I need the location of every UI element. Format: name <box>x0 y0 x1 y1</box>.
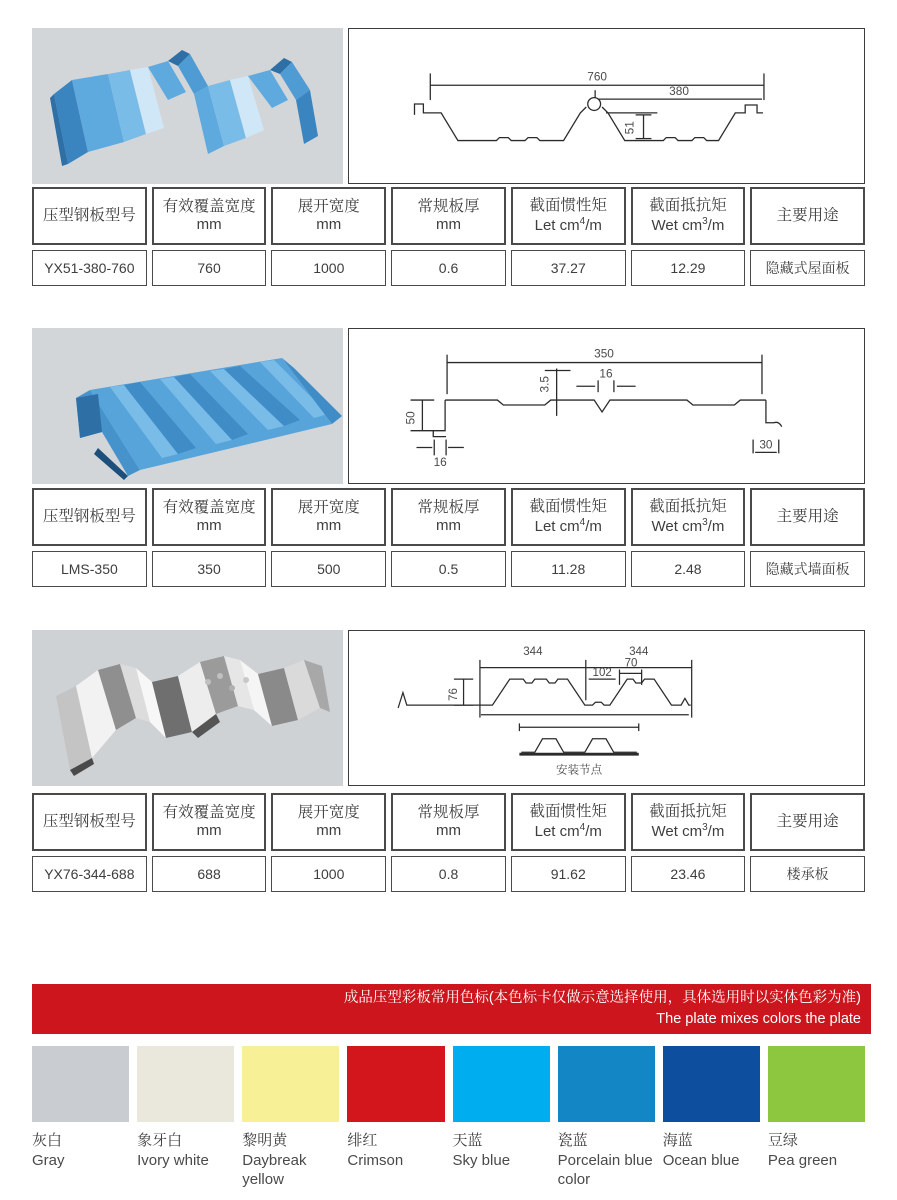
header-thickness: 常规板厚 mm <box>391 488 506 546</box>
dim-depth: 3.5 <box>537 376 552 393</box>
header-usage: 主要用途 <box>750 793 865 851</box>
cell-unfolded: 1000 <box>271 856 386 892</box>
header-inertia: 截面惯性矩 Let $cm^4/m$ <box>511 793 626 851</box>
header-coverage: 有效覆盖宽度 mm <box>152 793 267 851</box>
header-unfolded: 展开宽度 mm <box>271 187 386 245</box>
dim-overall-width: 760 <box>587 69 607 84</box>
dim-height: 50 <box>403 411 418 425</box>
spec-table-yx76 <box>32 793 865 892</box>
cell-thickness: 0.5 <box>391 551 506 587</box>
swatch-ocean-blue <box>663 1046 760 1190</box>
swatch-daybreak-yellow <box>242 1046 339 1190</box>
header-inertia: 截面惯性矩 Let $cm^4/m$ <box>511 187 626 245</box>
cell-inertia: 91.62 <box>511 856 626 892</box>
cell-usage: 隐藏式墙面板 <box>750 551 865 587</box>
cell-usage: 楼承板 <box>750 856 865 892</box>
dim-foot-right: 30 <box>759 437 773 452</box>
profile-drawing-yx76 <box>348 630 865 786</box>
cell-unfolded: 500 <box>271 551 386 587</box>
dim-overall-width: 350 <box>594 346 614 361</box>
swatch-label-cn: 象牙白 <box>137 1132 183 1149</box>
dim-pitch-left: 344 <box>523 646 543 659</box>
cell-inertia: 37.27 <box>511 250 626 286</box>
dim-height: 76 <box>447 688 460 701</box>
header-resistance: 截面抵抗矩 Wet $cm^3/m$ <box>631 187 746 245</box>
swatch-label-cn: 瓷蓝 <box>557 1132 588 1149</box>
swatch-label-en: Porcelain blue color <box>557 1151 653 1188</box>
header-unfolded: 展开宽度 mm <box>271 793 386 851</box>
swatch-color <box>32 1046 129 1122</box>
swatch-porcelain-blue <box>558 1046 655 1190</box>
header-model: 压型钢板型号 <box>32 488 147 546</box>
swatch-color <box>768 1046 865 1122</box>
cell-resistance: 2.48 <box>631 551 746 587</box>
header-usage: 主要用途 <box>750 488 865 546</box>
cell-resistance: 23.46 <box>631 856 746 892</box>
cell-usage: 隐藏式屋面板 <box>750 250 865 286</box>
color-chart-banner <box>32 984 871 1034</box>
header-model: 压型钢板型号 <box>32 793 147 851</box>
dim-rib-spacing: 102 <box>592 667 612 680</box>
banner-title-en: The plate mixes colors the plate <box>656 1011 861 1027</box>
header-thickness: 常规板厚 mm <box>391 187 506 245</box>
product-photo-wall-panel <box>32 328 343 484</box>
header-unfolded: 展开宽度 mm <box>271 488 386 546</box>
profile-drawing-yx51 <box>348 28 865 184</box>
profile-drawing-lms350 <box>348 328 865 484</box>
cell-thickness: 0.8 <box>391 856 506 892</box>
swatch-label-cn: 海蓝 <box>662 1132 693 1149</box>
swatch-label-en: Gray <box>32 1151 65 1169</box>
color-swatch-row <box>32 1046 865 1190</box>
swatch-label-en: Crimson <box>347 1151 404 1169</box>
swatch-label-en: Ocean blue <box>662 1151 740 1169</box>
product-photo-floor-deck <box>32 630 343 786</box>
drawing-caption: 安装节点 <box>555 764 603 777</box>
spec-table-yx51 <box>32 187 865 286</box>
swatch-label-cn: 豆绿 <box>767 1132 798 1149</box>
header-resistance: 截面抵抗矩 Wet $cm^3/m$ <box>631 488 746 546</box>
header-coverage: 有效覆盖宽度 mm <box>152 187 267 245</box>
swatch-label-en: Daybreak yellow <box>242 1151 307 1188</box>
swatch-color <box>453 1046 550 1122</box>
header-inertia: 截面惯性矩 Let $cm^4/m$ <box>511 488 626 546</box>
swatch-label-cn: 黎明黄 <box>242 1132 288 1149</box>
swatch-label-en: Ivory white <box>137 1151 209 1169</box>
swatch-ivory-white <box>137 1046 234 1190</box>
swatch-label-en: Pea green <box>767 1151 838 1169</box>
swatch-label-cn: 灰白 <box>32 1132 63 1149</box>
dim-rib-top: 70 <box>624 657 638 670</box>
swatch-color <box>558 1046 655 1122</box>
swatch-color <box>242 1046 339 1122</box>
spec-table-lms350 <box>32 488 865 587</box>
dim-pitch-right: 344 <box>629 646 649 659</box>
swatch-label-cn: 天蓝 <box>452 1132 483 1149</box>
swatch-color <box>137 1046 234 1122</box>
cell-coverage: 688 <box>152 856 267 892</box>
dim-half-width: 380 <box>669 84 689 99</box>
swatch-crimson <box>347 1046 444 1190</box>
cell-inertia: 11.28 <box>511 551 626 587</box>
swatch-sky-blue <box>453 1046 550 1190</box>
swatch-label-en: Sky blue <box>452 1151 511 1169</box>
header-usage: 主要用途 <box>750 187 865 245</box>
cell-coverage: 350 <box>152 551 267 587</box>
header-coverage: 有效覆盖宽度 mm <box>152 488 267 546</box>
header-thickness: 常规板厚 mm <box>391 793 506 851</box>
cell-resistance: 12.29 <box>631 250 746 286</box>
swatch-color <box>663 1046 760 1122</box>
cell-model: YX76-344-688 <box>32 856 147 892</box>
cell-model: YX51-380-760 <box>32 250 147 286</box>
swatch-color <box>347 1046 444 1122</box>
header-model: 压型钢板型号 <box>32 187 147 245</box>
dim-height: 51 <box>622 121 637 135</box>
header-resistance: 截面抵抗矩 Wet $cm^3/m$ <box>631 793 746 851</box>
cell-model: LMS-350 <box>32 551 147 587</box>
dim-notch: 16 <box>599 366 613 381</box>
cell-thickness: 0.6 <box>391 250 506 286</box>
dim-foot-left: 16 <box>433 455 447 470</box>
cell-unfolded: 1000 <box>271 250 386 286</box>
banner-title-cn: 成品压型彩板常用色标(本色标卡仅做示意选择使用，具体选用时以实体色彩为准) <box>343 989 861 1006</box>
cell-coverage: 760 <box>152 250 267 286</box>
product-photo-roof-panel <box>32 28 343 184</box>
swatch-gray <box>32 1046 129 1190</box>
swatch-pea-green <box>768 1046 865 1190</box>
swatch-label-cn: 绯红 <box>347 1132 378 1149</box>
